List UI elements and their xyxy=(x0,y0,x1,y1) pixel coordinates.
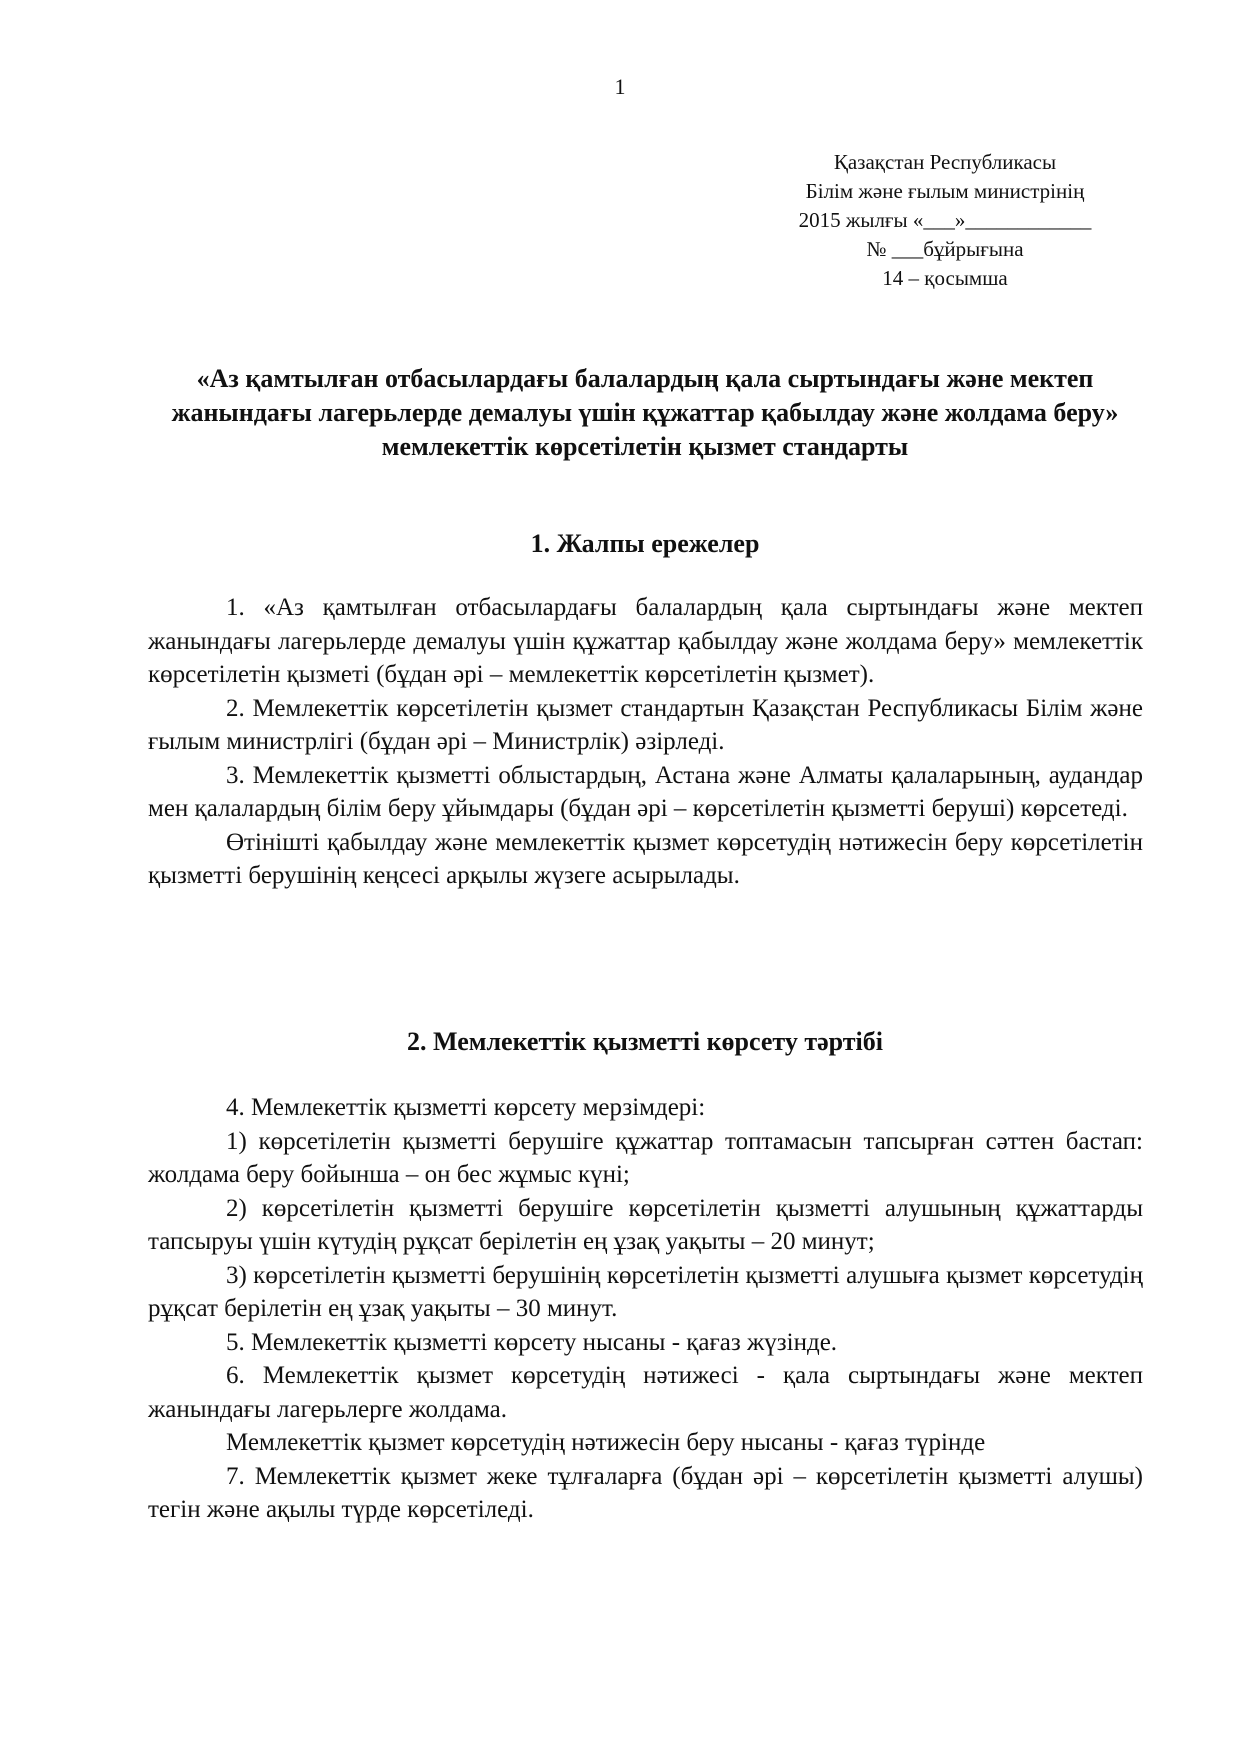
paragraph: 1) көрсетілетін қызметті берушіге құжаттар топтамасын тапсырған сәттен бастап: жолдама беру бойынша – он бес жұмыс күні; xyxy=(148,1127,1143,1188)
paragraph: 6. Мемлекеттік қызмет көрсетудің нәтижесі - қала сыртындағы және мектеп жанындағы лагерьлерге жолдама. xyxy=(148,1362,1143,1423)
paragraph: Мемлекеттік қызмет көрсетудің нәтижесін беру нысаны - қағаз түрінде xyxy=(226,1429,986,1456)
approval-block xyxy=(740,148,1150,293)
paragraph: 2. Мемлекеттік көрсетілетін қызмет стандартын Қазақстан Республикасы Білім және ғылым министрлігі (бұдан әрі – Министрлік) әзірледі. xyxy=(148,694,1143,755)
approval-line: Қазақстан Республикасы xyxy=(833,150,1057,174)
section-body xyxy=(148,1091,1143,1527)
paragraph: Өтінішті қабылдау және мемлекеттік қызмет көрсетудің нәтижесін беру көрсетілетін қызметті берушінің кеңсесі арқылы жүзеге асырылады. xyxy=(148,828,1143,889)
paragraph: 3) көрсетілетін қызметті берушінің көрсетілетін қызметті алушыға қызмет көрсетудің рұқсат берілетін ең ұзақ уақыты – 30 минут. xyxy=(148,1261,1143,1322)
paragraph: 4. Мемлекеттік қызметті көрсету мерзімдері: xyxy=(226,1094,706,1121)
document-title: «Аз қамтылған отбасылардағы балалардың қала сыртындағы және мектеп жанындағы лагерьлерде демалуы үшін құжаттар қабылдау және жолдама беру» мемлекеттік көрсетілетін қызмет стандарты xyxy=(171,364,1119,461)
paragraph: 7. Мемлекеттік қызмет жеке тұлғаларға (бұдан әрі – көрсетілетін қызметті алушы) тегін және ақылы түрде көрсетіледі. xyxy=(148,1462,1143,1523)
approval-line: Білім және ғылым министрінің xyxy=(805,179,1085,203)
approval-line: № ___бұйрығына xyxy=(866,237,1024,261)
section-body xyxy=(148,591,1143,893)
section-heading: 2. Мемлекеттік қызметті көрсету тәртібі xyxy=(407,1027,883,1056)
approval-line: 14 – қосымша xyxy=(882,266,1008,290)
paragraph: 5. Мемлекеттік қызметті көрсету нысаны - қағаз жүзінде. xyxy=(226,1328,838,1356)
paragraph: 2) көрсетілетін қызметті берушіге көрсетілетін қызметті алушының құжаттарды тапсыруы үшін күтудің рұқсат берілетін ең ұзақ уақыты – 20 минут; xyxy=(148,1194,1143,1255)
approval-line: 2015 жылғы «___»____________ xyxy=(798,208,1092,232)
paragraph: 1. «Аз қамтылған отбасылардағы балалардың қала сыртындағы және мектеп жанындағы лагерьлерде демалуы үшін құжаттар қабылдау және жолдама беру» мемлекеттік көрсетілетін қызметі (бұдан әрі – мемлекеттік көрсетілетін қызмет). xyxy=(148,594,1143,688)
section-heading: 1. Жалпы ережелер xyxy=(530,529,760,558)
paragraph: 3. Мемлекеттік қызметті облыстардың, Астана және Алматы қалаларының, аудандар мен қалалардың білім беру ұйымдары (бұдан әрі – көрсетілетін қызметті беруші) көрсетеді. xyxy=(148,761,1143,822)
page-number: 1 xyxy=(614,74,626,99)
